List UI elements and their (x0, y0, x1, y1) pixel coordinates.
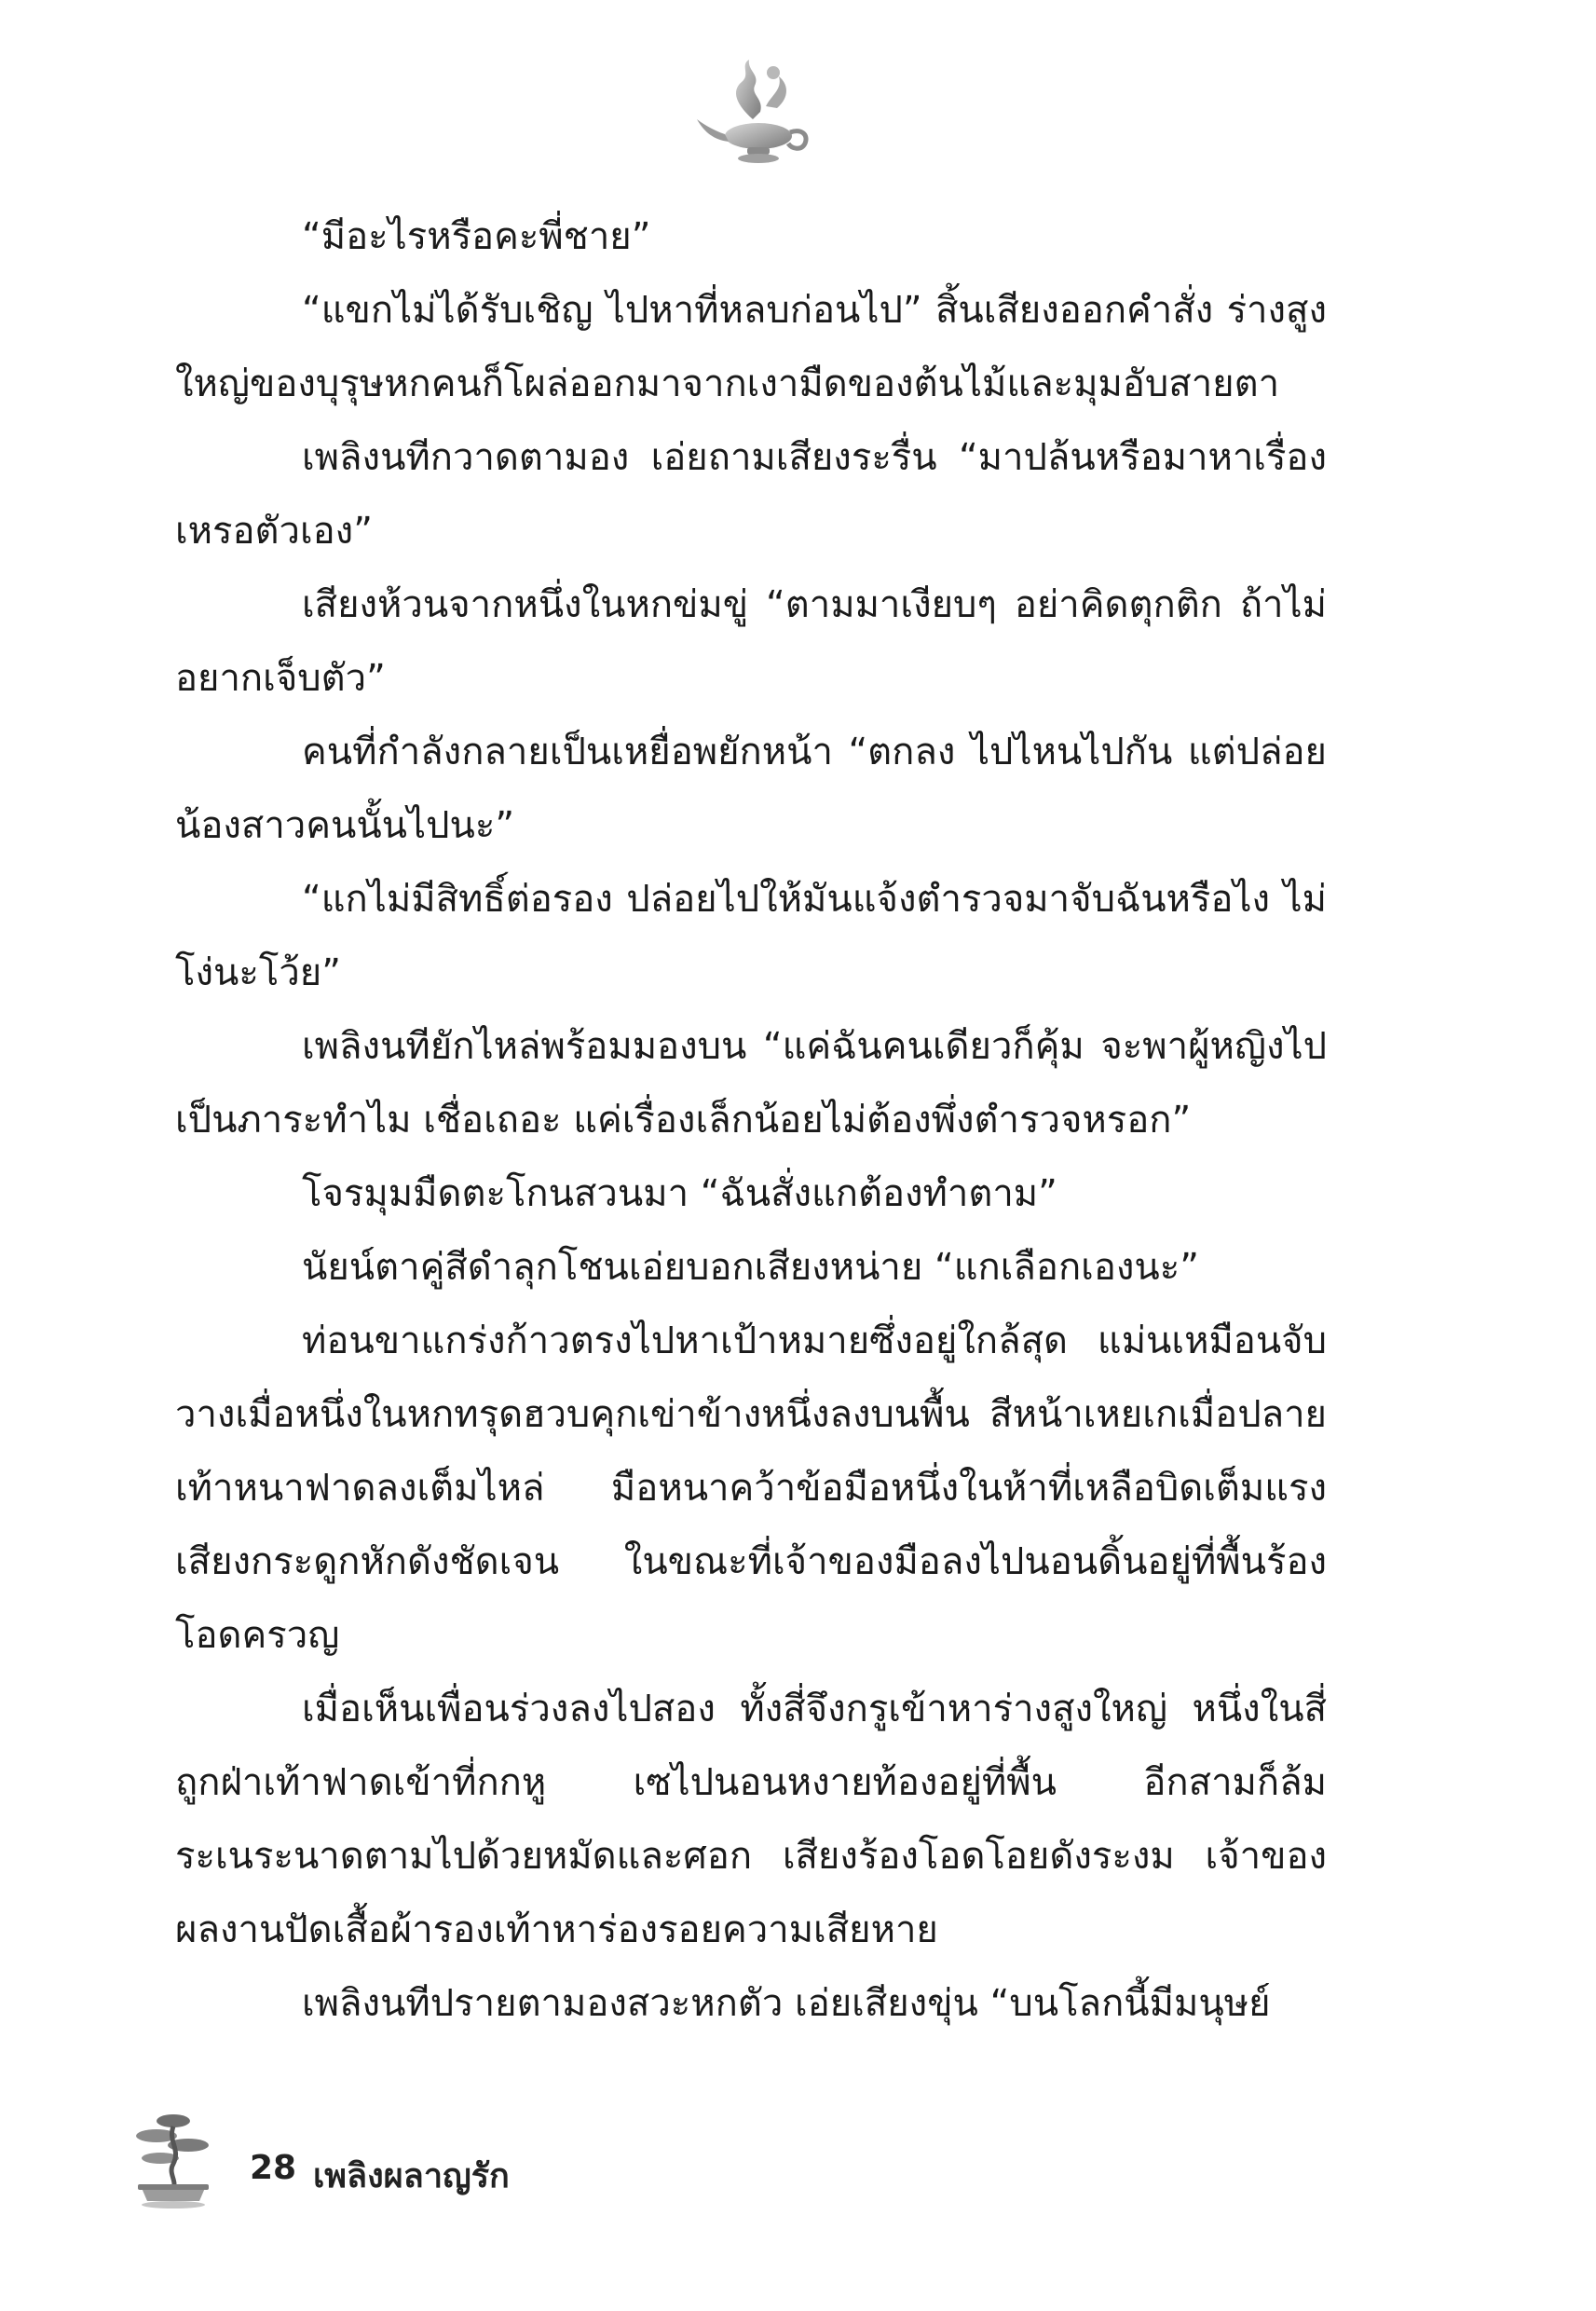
paragraph: เพลิงนทียักไหล่พร้อมมองบน “แค่ฉันคนเดียวก็คุ้ม จะพาผู้หญิงไปเป็นภาระทำไม เชื่อเถอะ แค่เรื่องเล็กน้อยไม่ต้องพึ่งตำรวจหรอก” (175, 1025, 1327, 1142)
page-footer (130, 2108, 783, 2210)
paragraph: โจรมุมมืดตะโกนสวนมา “ฉันสั่งแกต้องทำตาม” (302, 1172, 1057, 1215)
paragraph: เพลิงนทีกวาดตามอง เอ่ยถามเสียงระรื่น “มาปล้นหรือมาหาเรื่องเหรอตัวเอง” (175, 436, 1327, 553)
page-number: 28 (250, 2149, 297, 2187)
paragraph: ท่อนขาแกร่งก้าวตรงไปหาเป้าหมายซึ่งอยู่ใกล้สุด แม่นเหมือนจับวางเมื่อหนึ่งในหกทรุดฮวบคุกเข่าข้างหนึ่งลงบนพื้น สีหน้าเหยเกเมื่อปลายเท้าหนาฟาดลงเต็มไหล่ มือหนาคว้าข้อมือหนึ่งในห้าที่เหลือบิดเต็มแรง เสียงกระดูกหักดังชัดเจน ในขณะที่เจ้าของมือลงไปนอนดิ้นอยู่ที่พื้นร้องโอดครวญ (175, 1320, 1327, 1657)
genie-lamp-icon (686, 54, 825, 166)
paragraph: “มีอะไรหรือคะพี่ชาย” (302, 215, 651, 258)
paragraph: “แกไม่มีสิทธิ์ต่อรอง ปล่อยไปให้มันแจ้งตำรวจมาจับฉันหรือไง ไม่โง่นะโว้ย” (175, 878, 1327, 994)
paragraph: คนที่กำลังกลายเป็นเหยื่อพยักหน้า “ตกลง ไปไหนไปกัน แต่ปล่อยน้องสาวคนนั้นไปนะ” (175, 731, 1327, 847)
paragraph: นัยน์ตาคู่สีดำลุกโชนเอ่ยบอกเสียงหน่าย “แกเลือกเองนะ” (302, 1246, 1199, 1289)
book-title: เพลิงผลาญรัก (313, 2157, 510, 2195)
paragraph: เสียงห้วนจากหนึ่งในหกข่มขู่ “ตามมาเงียบๆ อย่าคิดตุกติก ถ้าไม่อยากเจ็บตัว” (175, 583, 1327, 700)
paragraph: เมื่อเห็นเพื่อนร่วงลงไปสอง ทั้งสี่จึงกรูเข้าหาร่างสูงใหญ่ หนึ่งในสี่ถูกฝ่าเท้าฟาดเข้าที่กกหู เซไปนอนหงายท้องอยู่ที่พื้น อีกสามก็ล้มระเนระนาดตามไปด้วยหมัดและศอก เสียงร้องโอดโอยดังระงม เจ้าของผลงานปัดเสื้อผ้ารองเท้าหาร่องรอยความเสียหาย (175, 1688, 1327, 1951)
paragraph: เพลิงนทีปรายตามองสวะหกตัว เอ่ยเสียงขุ่น “บนโลกนี้มีมนุษย์ (302, 1982, 1271, 2025)
body-text (175, 200, 1327, 2041)
bonsai-tree-icon (130, 2108, 216, 2210)
paragraph: “แขกไม่ได้รับเชิญ ไปหาที่หลบก่อนไป” สิ้นเสียงออกคำสั่ง ร่างสูงใหญ่ของบุรุษหกคนก็โผล่ออกมาจากเงามืดของต้นไม้และมุมอับสายตา (175, 289, 1327, 405)
